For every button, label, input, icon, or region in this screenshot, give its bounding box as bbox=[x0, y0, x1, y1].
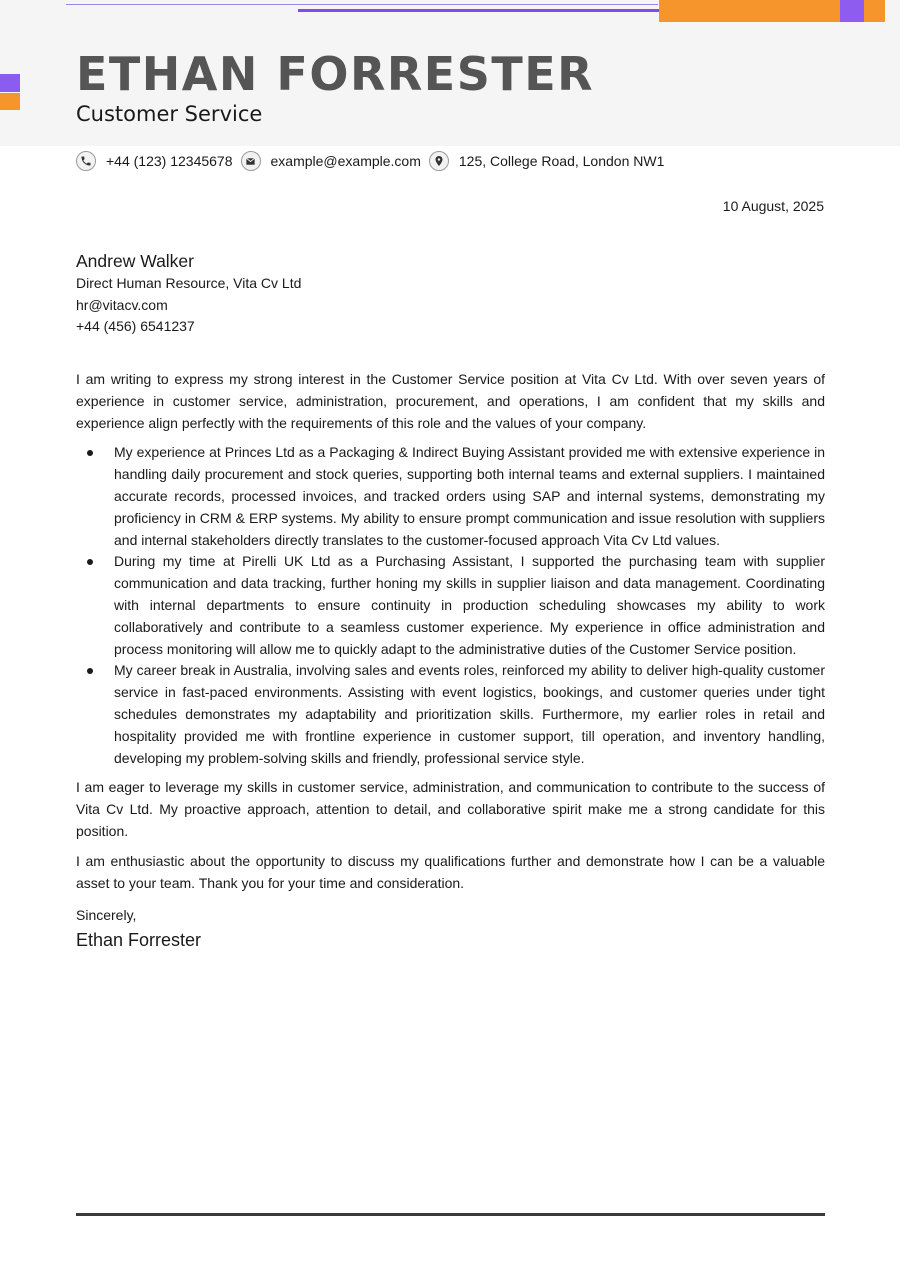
recipient-phone: +44 (456) 6541237 bbox=[76, 318, 195, 334]
recipient-position: Direct Human Resource, Vita Cv Ltd bbox=[76, 275, 302, 291]
recipient-name: Andrew Walker bbox=[76, 251, 194, 271]
bullet-dot bbox=[87, 450, 93, 456]
contact-phone[interactable]: +44 (123) 12345678 bbox=[106, 153, 233, 169]
phone-icon bbox=[76, 151, 96, 171]
decorative-purple-line bbox=[298, 9, 660, 12]
decorative-left-purple-block bbox=[0, 74, 20, 92]
letter-body bbox=[76, 369, 825, 952]
list-item bbox=[114, 660, 825, 769]
contact-address: 125, College Road, London NW1 bbox=[458, 153, 665, 169]
body-paragraph-2: I am eager to leverage my skills in customer service, administration, and communication to contribute to the success of Vita Cv Ltd. My proactive approach, attention to detail, and collaborative spirit make me a strong candidate for this position. bbox=[76, 779, 825, 839]
list-item-text: My experience at Princes Ltd as a Packaging & Indirect Buying Assistant provided me with extensive experience in handling daily procurement and stock queries, supporting both internal teams and external suppliers. I maintained accurate records, processed invoices, and tracked orders using SAP and internal systems, demonstrating my proficiency in CRM & ERP systems. My ability to ensure prompt communication and issue resolution with suppliers and internal stakeholders directly translates to the customer-focused approach Vita Cv Ltd values. bbox=[114, 444, 825, 548]
job-title: Customer Service bbox=[76, 102, 263, 126]
footer-divider bbox=[76, 1213, 825, 1216]
signature-name: Ethan Forrester bbox=[76, 930, 202, 951]
location-pin-icon bbox=[429, 151, 449, 171]
letter-date: 10 August, 2025 bbox=[722, 198, 824, 214]
recipient-block bbox=[76, 249, 301, 338]
body-paragraph-3: I am enthusiastic about the opportunity to discuss my qualifications further and demonstrate how I can be a valuable asset to your team. Thank you for your time and consideration. bbox=[76, 852, 825, 891]
bullet-dot bbox=[87, 559, 93, 565]
list-item bbox=[114, 442, 825, 551]
decorative-purple-block bbox=[840, 0, 864, 22]
envelope-icon bbox=[241, 151, 261, 171]
decorative-thin-line bbox=[66, 4, 658, 5]
contact-row bbox=[76, 149, 672, 173]
list-item bbox=[114, 551, 825, 660]
recipient-email[interactable]: hr@vitacv.com bbox=[76, 296, 168, 313]
bullet-dot bbox=[87, 668, 93, 674]
closing-salutation: Sincerely, bbox=[76, 907, 137, 924]
list-item-text: My career break in Australia, involving sales and events roles, reinforced my ability to deliver high-quality customer service in fast-paced environments. Assisting with event logistics, bookings, and customer queries under tight schedules demonstrates my adaptability and prioritization skills. Furthermore, my earlier roles in retail and hospitality provided me with frontline experience in customer support, till operation, and inventory handling, developing my problem-solving skills and friendly, professional service style. bbox=[114, 662, 825, 766]
applicant-name: ETHAN FORRESTER bbox=[76, 47, 595, 101]
list-item-text: During my time at Pirelli UK Ltd as a Purchasing Assistant, I supported the purchasing team with supplier communication and data tracking, further honing my skills in supplier liaison and data management. Coordinating with internal departments to ensure continuity in production scheduling showcases my ability to work collaboratively and contribute to a seamless customer experience. My experience in office administration and process monitoring will allow me to quickly adapt to the administrative duties of the Customer Service position. bbox=[114, 553, 825, 657]
decorative-left-orange-block bbox=[0, 93, 20, 110]
contact-email[interactable]: example@example.com bbox=[270, 153, 421, 169]
intro-paragraph: I am writing to express my strong interest in the Customer Service position at Vita Cv Ltd. With over seven years of experience in customer service, administration, procurement, and operations, I am confident that my skills and experience align perfectly with the requirements of this role and the values of your company. bbox=[76, 371, 825, 431]
experience-list bbox=[76, 442, 825, 769]
